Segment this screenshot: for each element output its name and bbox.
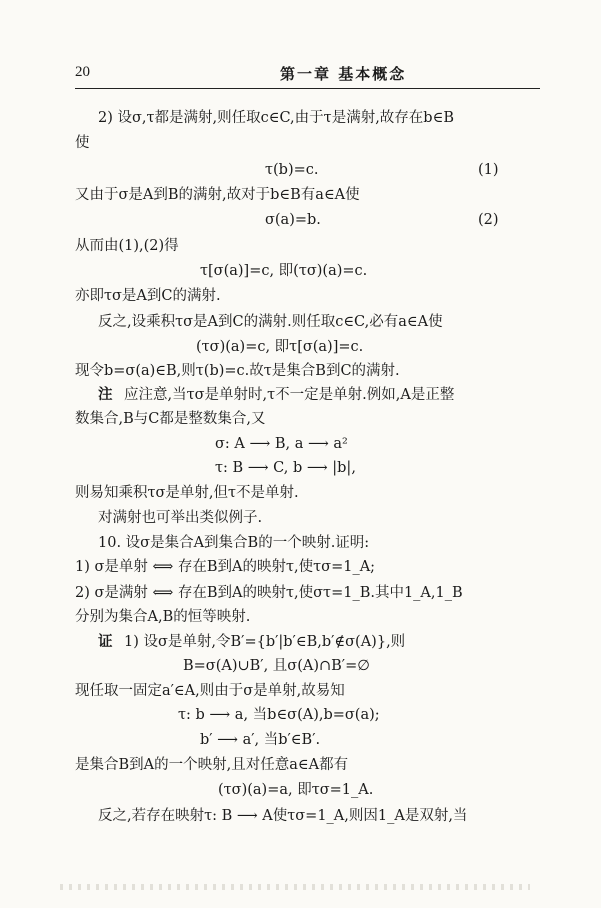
- scan-artifact: [60, 884, 530, 890]
- equation: (τσ)(a)=a, 即τσ=1_A.: [218, 782, 374, 798]
- text-line: 是集合B到A的一个映射,且对任意a∈A都有: [75, 757, 349, 773]
- text-line: 分别为集合A,B的恒等映射.: [75, 609, 251, 625]
- equation-number: (2): [478, 212, 499, 228]
- running-header: [75, 62, 540, 89]
- equation: σ: A ⟶ B, a ⟶ a²: [215, 436, 348, 452]
- equation: τ: b ⟶ a, 当b∈σ(A),b=σ(a);: [178, 707, 380, 723]
- text-line: 反之,若存在映射τ: B ⟶ A使τσ=1_A,则因1_A是双射,当: [98, 808, 468, 824]
- text-line: 则易知乘积τσ是单射,但τ不是单射.: [75, 485, 299, 501]
- text-line: 反之,设乘积τσ是A到C的满射.则任取c∈C,必有a∈A使: [98, 314, 443, 330]
- equation: τ(b)=c.: [265, 162, 319, 178]
- equation-number: (1): [478, 162, 499, 178]
- text-line: 现任取一固定a′∈A,则由于σ是单射,故易知: [75, 683, 345, 699]
- text-line: 数集合,B与C都是整数集合,又: [75, 411, 266, 427]
- text-line: 现令b=σ(a)∈B,则τ(b)=c.故τ是集合B到C的满射.: [75, 363, 400, 379]
- text-line: 又由于σ是A到B的满射,故对于b∈B有a∈A使: [75, 187, 360, 203]
- text-line: 应注意,当τσ是单射时,τ不一定是单射.例如,A是正整: [124, 387, 455, 403]
- equation: B=σ(A)∪B′, 且σ(A)∩B′=∅: [183, 658, 370, 674]
- page-number: 20: [75, 64, 90, 80]
- text-line: 亦即τσ是A到C的满射.: [75, 288, 221, 304]
- equation: τ[σ(a)]=c, 即(τσ)(a)=c.: [200, 263, 368, 279]
- proof-label: 证: [98, 633, 113, 650]
- text-line: 2) σ是满射 ⟺ 存在B到A的映射τ,使στ=1_B.其中1_A,1_B: [75, 585, 463, 601]
- chapter-title: 第一章 基本概念: [280, 65, 407, 83]
- text-line: 从而由(1),(2)得: [75, 238, 179, 254]
- note-label: 注: [98, 386, 113, 403]
- equation: σ(a)=b.: [265, 212, 321, 228]
- text-line: 使: [75, 135, 90, 151]
- equation: (τσ)(a)=c, 即τ[σ(a)]=c.: [196, 339, 364, 355]
- text-line: 1) σ是单射 ⟺ 存在B到A的映射τ,使τσ=1_A;: [75, 559, 376, 575]
- equation: τ: B ⟶ C, b ⟶ |b|,: [215, 460, 356, 476]
- text-line: 对满射也可举出类似例子.: [98, 510, 263, 526]
- text-line: 2) 设σ,τ都是满射,则任取c∈C,由于τ是满射,故存在b∈B: [98, 110, 454, 126]
- exercise-statement: 10. 设σ是集合A到集合B的一个映射.证明:: [98, 535, 370, 551]
- text-line: 1) 设σ是单射,令B′={b′|b′∈B,b′∉σ(A)},则: [124, 634, 406, 650]
- equation: b′ ⟶ a′, 当b′∈B′.: [200, 732, 321, 748]
